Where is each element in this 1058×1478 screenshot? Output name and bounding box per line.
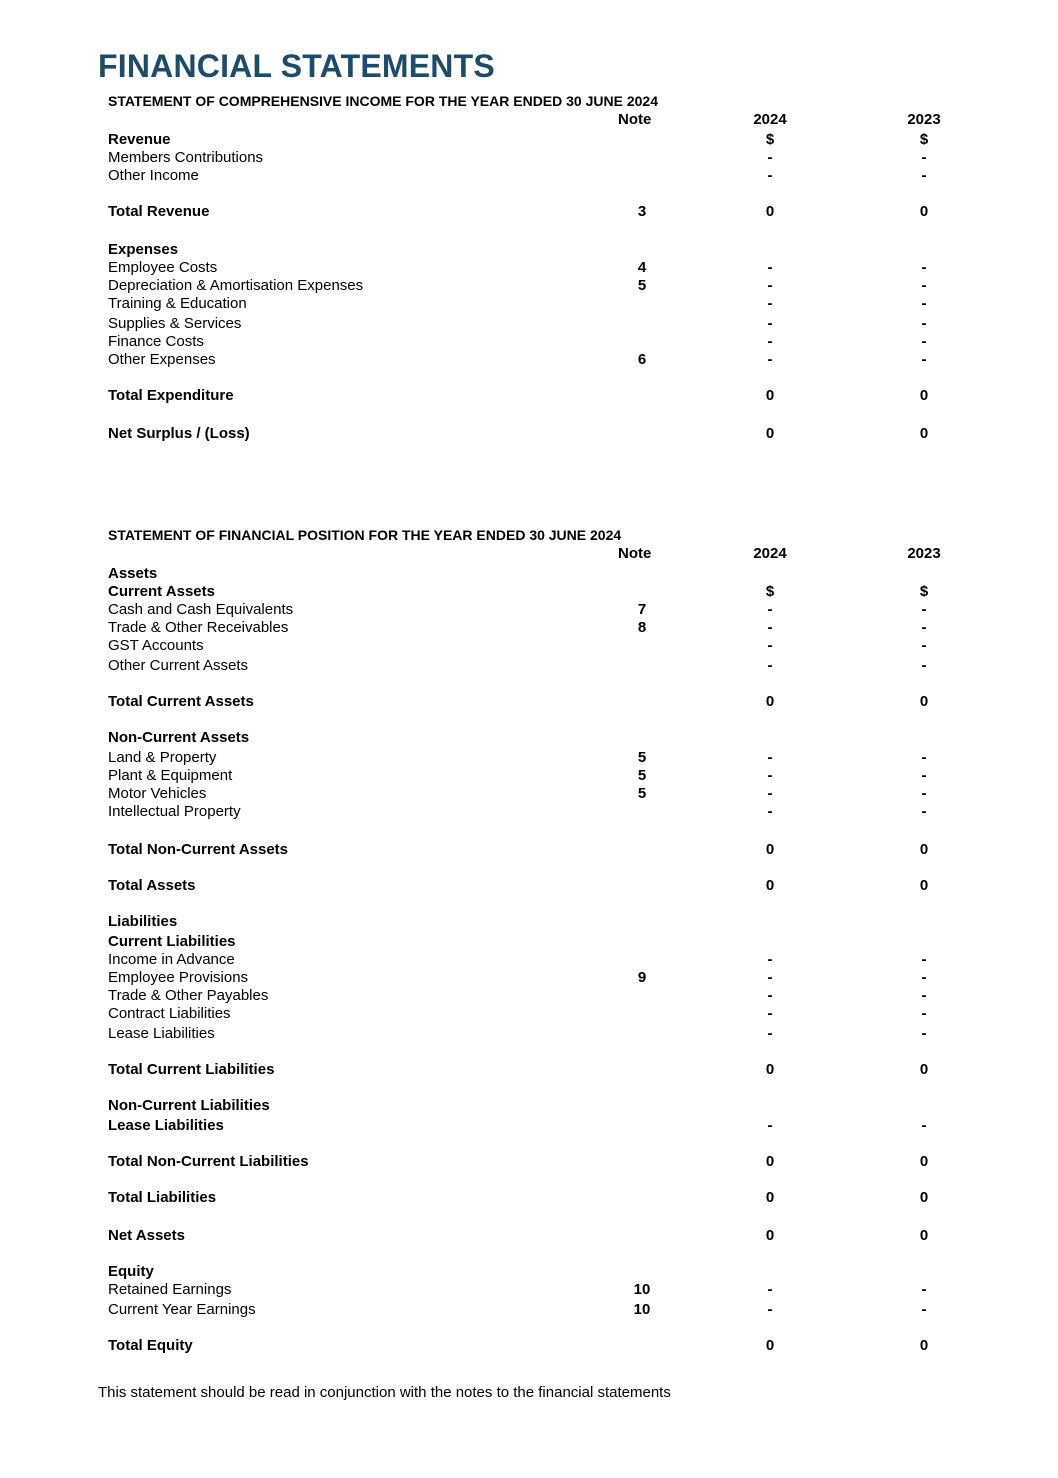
value-2023: 0 (919, 1227, 929, 1244)
row-label: Motor Vehicles (108, 785, 207, 802)
value-2024: - (767, 277, 773, 294)
page-title: FINANCIAL STATEMENTS (98, 48, 495, 84)
table-row (108, 131, 948, 149)
position-header-note: Note (618, 545, 652, 562)
row-label: Intellectual Property (108, 803, 241, 820)
row-label: Net Surplus / (Loss) (108, 425, 250, 442)
row-label: Employee Provisions (108, 969, 249, 986)
row-label: Land & Property (108, 749, 217, 766)
table-row (108, 637, 948, 655)
table-row (108, 657, 948, 675)
value-2023: - (921, 803, 927, 820)
value-2023: - (921, 1025, 927, 1042)
table-row (108, 933, 948, 951)
value-2023: - (921, 619, 927, 636)
row-label: Total Liabilities (108, 1189, 217, 1206)
value-2024: - (767, 803, 773, 820)
value-2024: - (767, 333, 773, 350)
income-header-row (108, 111, 948, 129)
value-2024: - (767, 259, 773, 276)
row-label: Employee Costs (108, 259, 218, 276)
value-2024: - (767, 1005, 773, 1022)
value-2023: 0 (919, 1153, 929, 1170)
table-row (108, 1061, 948, 1079)
row-note: 7 (637, 601, 647, 618)
table-row (108, 425, 948, 443)
income-statement-title: STATEMENT OF COMPREHENSIVE INCOME FOR THE YEAR ENDED 30 JUNE 2024 (108, 93, 658, 109)
table-row (108, 333, 948, 351)
position-header-row (108, 545, 948, 563)
row-note: 6 (637, 351, 647, 368)
income-header-note: Note (618, 111, 652, 128)
value-2023: 0 (919, 387, 929, 404)
row-label: Contract Liabilities (108, 1005, 231, 1022)
row-label: Supplies & Services (108, 315, 242, 332)
income-header-2023: 2023 (907, 111, 941, 128)
table-row (108, 295, 948, 313)
value-2023: 0 (919, 877, 929, 894)
value-2023: - (921, 749, 927, 766)
row-label: Other Current Assets (108, 657, 249, 674)
value-2023: 0 (919, 1061, 929, 1078)
table-row (108, 877, 948, 895)
value-2024: - (767, 1025, 773, 1042)
row-label: Equity (108, 1263, 154, 1280)
table-row (108, 167, 948, 185)
value-2023: 0 (919, 841, 929, 858)
table-row (108, 601, 948, 619)
table-row (108, 619, 948, 637)
row-label: Net Assets (108, 1227, 185, 1244)
row-label: Total Non-Current Liabilities (108, 1153, 309, 1170)
row-note: 3 (637, 203, 647, 220)
row-note: 10 (633, 1281, 651, 1298)
table-row (108, 1227, 948, 1245)
row-label: Finance Costs (108, 333, 204, 350)
row-note: 5 (637, 749, 647, 766)
table-row (108, 149, 948, 167)
row-note: 5 (637, 785, 647, 802)
income-header-2024: 2024 (753, 111, 787, 128)
table-row (108, 1281, 948, 1299)
table-row (108, 841, 948, 859)
table-row (108, 315, 948, 333)
value-2024: - (767, 149, 773, 166)
table-row (108, 241, 948, 259)
row-note: 5 (637, 767, 647, 784)
value-2023: $ (919, 583, 929, 600)
value-2024: 0 (765, 1189, 775, 1206)
row-label: Depreciation & Amortisation Expenses (108, 277, 364, 294)
value-2023: - (921, 969, 927, 986)
value-2023: - (921, 1117, 927, 1134)
row-label: Lease Liabilities (108, 1117, 224, 1134)
table-row (108, 693, 948, 711)
table-row (108, 1025, 948, 1043)
table-row (108, 203, 948, 221)
table-row (108, 951, 948, 969)
row-label: Current Assets (108, 583, 215, 600)
row-label: Total Current Assets (108, 693, 254, 710)
value-2024: 0 (765, 1337, 775, 1354)
row-label: Total Expenditure (108, 387, 234, 404)
value-2024: 0 (765, 1061, 775, 1078)
row-note: 4 (637, 259, 647, 276)
table-row (108, 259, 948, 277)
value-2023: - (921, 315, 927, 332)
row-label: Current Year Earnings (108, 1301, 256, 1318)
value-2023: - (921, 167, 927, 184)
table-row (108, 987, 948, 1005)
row-label: GST Accounts (108, 637, 204, 654)
table-row (108, 1153, 948, 1171)
table-row (108, 803, 948, 821)
table-row (108, 1097, 948, 1115)
value-2024: 0 (765, 841, 775, 858)
value-2024: - (767, 295, 773, 312)
value-2024: - (767, 767, 773, 784)
value-2023: 0 (919, 693, 929, 710)
row-label: Plant & Equipment (108, 767, 233, 784)
row-label: Income in Advance (108, 951, 235, 968)
table-row (108, 565, 948, 583)
value-2024: - (767, 637, 773, 654)
row-label: Cash and Cash Equivalents (108, 601, 294, 618)
row-label: Total Current Liabilities (108, 1061, 275, 1078)
value-2024: - (767, 1281, 773, 1298)
value-2023: - (921, 277, 927, 294)
value-2023: - (921, 657, 927, 674)
row-label: Non-Current Assets (108, 729, 250, 746)
table-row (108, 1263, 948, 1281)
position-header-2023: 2023 (907, 545, 941, 562)
table-row (108, 1337, 948, 1355)
value-2024: 0 (765, 387, 775, 404)
row-label: Total Non-Current Assets (108, 841, 289, 858)
value-2024: - (767, 951, 773, 968)
row-label: Liabilities (108, 913, 178, 930)
value-2024: - (767, 315, 773, 332)
row-label: Retained Earnings (108, 1281, 232, 1298)
position-statement-title: STATEMENT OF FINANCIAL POSITION FOR THE YEAR ENDED 30 JUNE 2024 (108, 527, 622, 543)
value-2023: - (921, 637, 927, 654)
table-row (108, 277, 948, 295)
value-2023: - (921, 295, 927, 312)
table-row (108, 1005, 948, 1023)
position-header-2024: 2024 (753, 545, 787, 562)
value-2024: 0 (765, 877, 775, 894)
value-2023: - (921, 1301, 927, 1318)
table-row (108, 913, 948, 931)
value-2024: - (767, 351, 773, 368)
row-label: Current Liabilities (108, 933, 236, 950)
row-label: Trade & Other Payables (108, 987, 269, 1004)
value-2023: - (921, 987, 927, 1004)
row-label: Assets (108, 565, 158, 582)
row-note: 9 (637, 969, 647, 986)
row-note: 10 (633, 1301, 651, 1318)
row-note: 8 (637, 619, 647, 636)
value-2024: - (767, 1301, 773, 1318)
row-note: 5 (637, 277, 647, 294)
row-label: Expenses (108, 241, 179, 258)
value-2024: - (767, 601, 773, 618)
value-2024: - (767, 1117, 773, 1134)
value-2024: - (767, 969, 773, 986)
table-row (108, 729, 948, 747)
table-row (108, 1301, 948, 1319)
table-row (108, 351, 948, 369)
row-label: Lease Liabilities (108, 1025, 215, 1042)
value-2024: 0 (765, 425, 775, 442)
value-2023: - (921, 351, 927, 368)
table-row (108, 785, 948, 803)
value-2024: 0 (765, 693, 775, 710)
value-2023: - (921, 1281, 927, 1298)
row-label: Total Revenue (108, 203, 210, 220)
table-row (108, 749, 948, 767)
row-label: Training & Education (108, 295, 247, 312)
value-2023: - (921, 333, 927, 350)
value-2023: - (921, 149, 927, 166)
value-2024: - (767, 749, 773, 766)
value-2024: 0 (765, 203, 775, 220)
value-2023: $ (919, 131, 929, 148)
footer-note: This statement should be read in conjunction with the notes to the financial statements (98, 1384, 671, 1401)
value-2023: - (921, 259, 927, 276)
row-label: Members Contributions (108, 149, 264, 166)
row-label: Other Expenses (108, 351, 216, 368)
table-row (108, 387, 948, 405)
value-2023: - (921, 767, 927, 784)
value-2024: - (767, 987, 773, 1004)
row-label: Total Equity (108, 1337, 193, 1354)
value-2024: - (767, 167, 773, 184)
value-2023: - (921, 601, 927, 618)
row-label: Trade & Other Receivables (108, 619, 289, 636)
value-2023: 0 (919, 1337, 929, 1354)
table-row (108, 583, 948, 601)
value-2023: - (921, 951, 927, 968)
value-2023: 0 (919, 425, 929, 442)
value-2023: 0 (919, 1189, 929, 1206)
row-label: Other Income (108, 167, 199, 184)
table-row (108, 767, 948, 785)
value-2023: - (921, 1005, 927, 1022)
table-row (108, 969, 948, 987)
row-label: Total Assets (108, 877, 196, 894)
table-row (108, 1117, 948, 1135)
value-2024: - (767, 619, 773, 636)
table-row (108, 1189, 948, 1207)
value-2024: - (767, 657, 773, 674)
row-label: Revenue (108, 131, 171, 148)
row-label: Non-Current Liabilities (108, 1097, 270, 1114)
value-2023: 0 (919, 203, 929, 220)
value-2024: 0 (765, 1227, 775, 1244)
value-2024: - (767, 785, 773, 802)
value-2023: - (921, 785, 927, 802)
value-2024: 0 (765, 1153, 775, 1170)
value-2024: $ (765, 583, 775, 600)
value-2024: $ (765, 131, 775, 148)
